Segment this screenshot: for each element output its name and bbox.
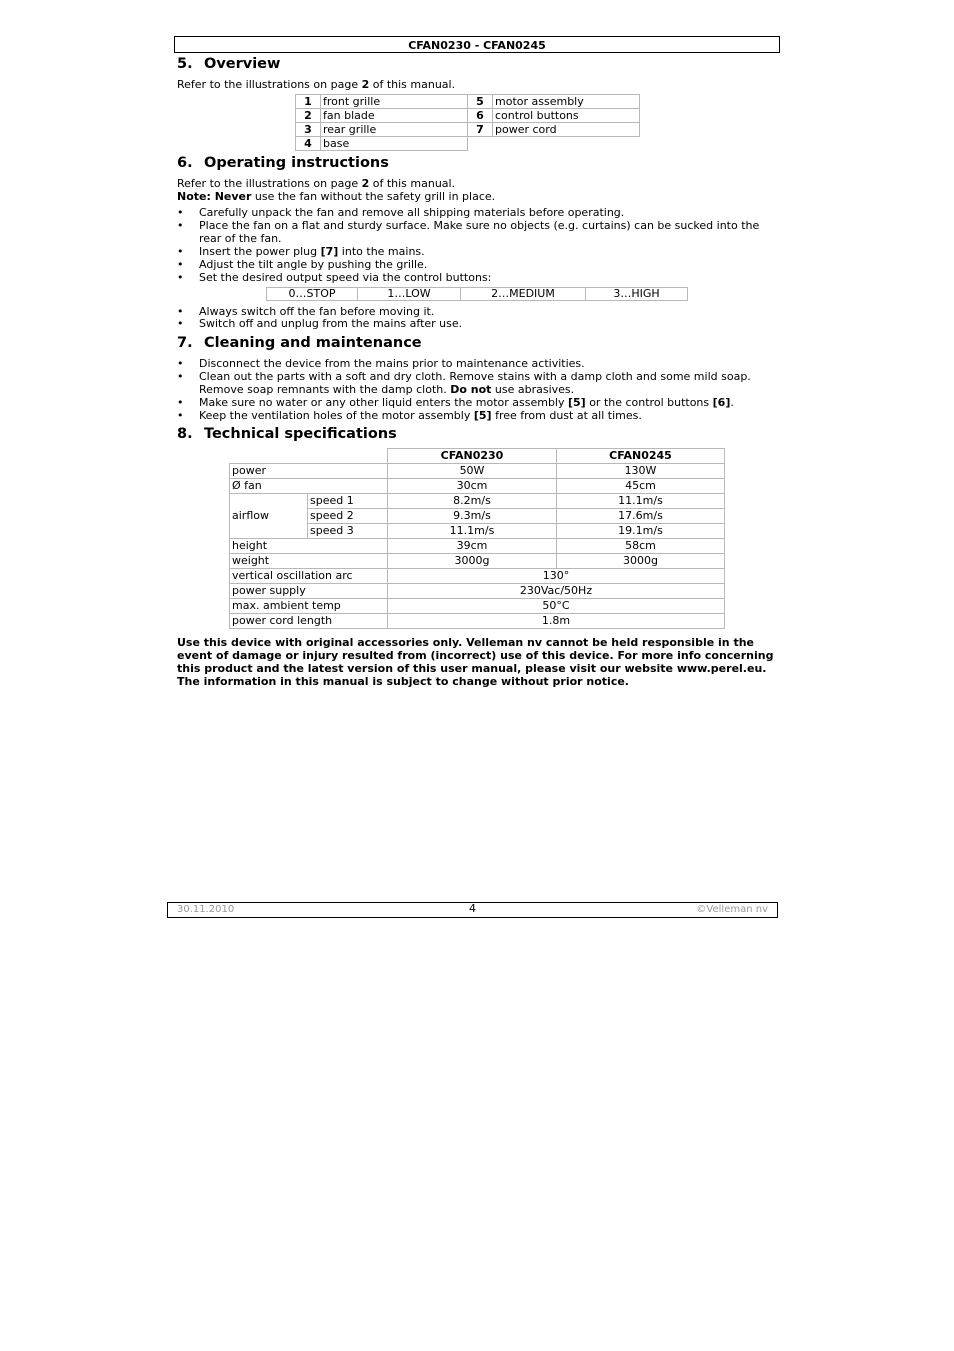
reference-number: [7] (320, 245, 339, 258)
intro-text-end: of this manual. (369, 177, 456, 190)
part-number: 5 (468, 95, 493, 109)
table-row (230, 599, 725, 614)
intro-page-number: 2 (361, 177, 370, 190)
bullet-icon: • (177, 409, 184, 422)
section-title: Cleaning and maintenance (204, 335, 422, 351)
bullet-icon: • (177, 305, 184, 318)
bullet-icon: • (177, 258, 184, 271)
speed-setting: 0…STOP (267, 288, 358, 301)
spec-label: height (230, 539, 388, 554)
section-5-intro (177, 78, 455, 91)
table-row (296, 109, 640, 123)
section-number: 6. (177, 155, 193, 171)
reference-number: [5] (473, 409, 492, 422)
table-row (230, 464, 725, 479)
bullet-icon: • (177, 271, 184, 284)
spec-value: 130W (557, 464, 725, 479)
intro-text: Refer to the illustrations on page (177, 177, 362, 190)
intro-text: Refer to the illustrations on page (177, 78, 362, 91)
speed-settings-table (266, 287, 688, 301)
spec-value: 3000g (557, 554, 725, 569)
spec-label: Ø fan (230, 479, 388, 494)
section-8-heading (177, 426, 397, 442)
list-item-text: Adjust the tilt angle by pushing the grille. (199, 258, 428, 271)
list-item-text: Carefully unpack the fan and remove all shipping materials before operating. (199, 206, 625, 219)
table-row (296, 123, 640, 137)
warning-text: Do not (450, 383, 492, 396)
overview-parts-table (295, 94, 640, 151)
section-title: Overview (204, 56, 281, 72)
section-6-heading (177, 155, 389, 171)
section-5-heading (177, 56, 280, 72)
section-title: Operating instructions (204, 155, 389, 171)
part-label: control buttons (493, 109, 640, 123)
list-item-text: Switch off and unplug from the mains after use. (199, 317, 463, 330)
list-item-text: Insert the power plug [7] into the mains. (199, 245, 425, 258)
speed-setting: 2…MEDIUM (461, 288, 586, 301)
spec-value: 50°C (388, 599, 725, 614)
spec-value: 130° (388, 569, 725, 584)
list-item (177, 317, 777, 330)
table-row (267, 288, 688, 301)
spec-value: 230Vac/50Hz (388, 584, 725, 599)
list-item (177, 357, 777, 370)
spec-label: vertical oscillation arc (230, 569, 388, 584)
section-title: Technical specifications (204, 426, 397, 442)
model-header: CFAN0245 (557, 449, 725, 464)
section-6-intro (177, 177, 455, 190)
model-header: CFAN0230 (388, 449, 557, 464)
table-row (230, 479, 725, 494)
list-item (177, 206, 777, 219)
disclaimer: Use this device with original accessories only. Velleman nv cannot be held responsible in the event of damage or injury resulted from (incorrect) use of this device. For more info concerning this product and the latest version of this user manual, please visit our website www.perel.eu. The information in this manual is subject to change without prior notice. (177, 636, 774, 688)
header-title: CFAN0230 - CFAN0245 (408, 39, 546, 52)
list-item (177, 396, 777, 409)
bullet-icon: • (177, 317, 184, 330)
spec-value: 11.1m/s (557, 494, 725, 509)
list-item-text: Disconnect the device from the mains prior to maintenance activities. (199, 357, 585, 370)
bullet-icon: • (177, 245, 184, 258)
spec-label: power cord length (230, 614, 388, 629)
list-item-text: Set the desired output speed via the control buttons: (199, 271, 492, 284)
part-number: 2 (296, 109, 321, 123)
spec-value: 50W (388, 464, 557, 479)
part-number: 3 (296, 123, 321, 137)
table-row (296, 95, 640, 109)
list-item (177, 245, 777, 258)
bullet-icon: • (177, 219, 184, 232)
page-number: 4 (469, 902, 476, 915)
part-number: 4 (296, 137, 321, 151)
section-number: 8. (177, 426, 193, 442)
footer-copyright: ©Velleman nv (696, 904, 768, 915)
spec-value: 30cm (388, 479, 557, 494)
part-label: fan blade (321, 109, 468, 123)
intro-page-number: 2 (361, 78, 370, 91)
section-number: 5. (177, 56, 193, 72)
section-number: 7. (177, 335, 193, 351)
spec-label: power supply (230, 584, 388, 599)
list-item (177, 258, 777, 271)
list-item-text: Clean out the parts with a soft and dry cloth. Remove stains with a damp cloth and some mild soap. Remove soap remnants with the damp cloth. Do not use abrasives. (199, 370, 751, 396)
spec-value: 17.6m/s (557, 509, 725, 524)
technical-specs-table (229, 448, 725, 629)
spec-label: weight (230, 554, 388, 569)
list-item (177, 219, 777, 245)
list-item (177, 409, 777, 422)
bullet-icon: • (177, 206, 184, 219)
list-item-text: Keep the ventilation holes of the motor assembly [5] free from dust at all times. (199, 409, 642, 422)
spec-value: 19.1m/s (557, 524, 725, 539)
document-footer (167, 902, 778, 918)
table-row (230, 539, 725, 554)
reference-number: [6] (712, 396, 731, 409)
bullet-icon: • (177, 357, 184, 370)
speed-setting: 1…LOW (358, 288, 461, 301)
part-label: motor assembly (493, 95, 640, 109)
spec-value: 11.1m/s (388, 524, 557, 539)
spec-sublabel: speed 3 (308, 524, 388, 539)
list-item (177, 370, 777, 396)
spec-label: power (230, 464, 388, 479)
table-row (296, 137, 640, 151)
speed-setting: 3…HIGH (586, 288, 688, 301)
list-item (177, 271, 777, 284)
part-label: rear grille (321, 123, 468, 137)
spec-value: 39cm (388, 539, 557, 554)
spec-sublabel: speed 2 (308, 509, 388, 524)
bullet-icon: • (177, 370, 184, 383)
spec-label: airflow (230, 494, 308, 539)
list-item-text: Place the fan on a flat and sturdy surface. Make sure no objects (e.g. curtains) can be sucked into the rear of the fan. (199, 219, 760, 245)
part-number: 7 (468, 123, 493, 137)
table-row (230, 494, 725, 509)
spec-value: 3000g (388, 554, 557, 569)
spec-value: 8.2m/s (388, 494, 557, 509)
spec-value: 9.3m/s (388, 509, 557, 524)
table-row (230, 554, 725, 569)
list-item-text: Always switch off the fan before moving it. (199, 305, 435, 318)
note-text: use the fan without the safety grill in place. (251, 190, 496, 203)
spec-label: max. ambient temp (230, 599, 388, 614)
table-row (230, 449, 725, 464)
table-row (230, 569, 725, 584)
reference-number: [5] (567, 396, 586, 409)
list-item-text: Make sure no water or any other liquid enters the motor assembly [5] or the control buttons [6]. (199, 396, 734, 409)
bullet-icon: • (177, 396, 184, 409)
note-label: Note: Never (177, 190, 252, 203)
spec-sublabel: speed 1 (308, 494, 388, 509)
footer-date: 30.11.2010 (177, 904, 235, 915)
spec-value: 45cm (557, 479, 725, 494)
intro-text-end: of this manual. (369, 78, 456, 91)
part-label: base (321, 137, 468, 151)
safety-note (177, 190, 495, 203)
table-row (230, 614, 725, 629)
document-header (174, 36, 780, 53)
table-row (230, 584, 725, 599)
section-7-heading (177, 335, 422, 351)
part-number: 6 (468, 109, 493, 123)
spec-value: 58cm (557, 539, 725, 554)
part-number: 1 (296, 95, 321, 109)
part-label: front grille (321, 95, 468, 109)
spec-value: 1.8m (388, 614, 725, 629)
part-label: power cord (493, 123, 640, 137)
